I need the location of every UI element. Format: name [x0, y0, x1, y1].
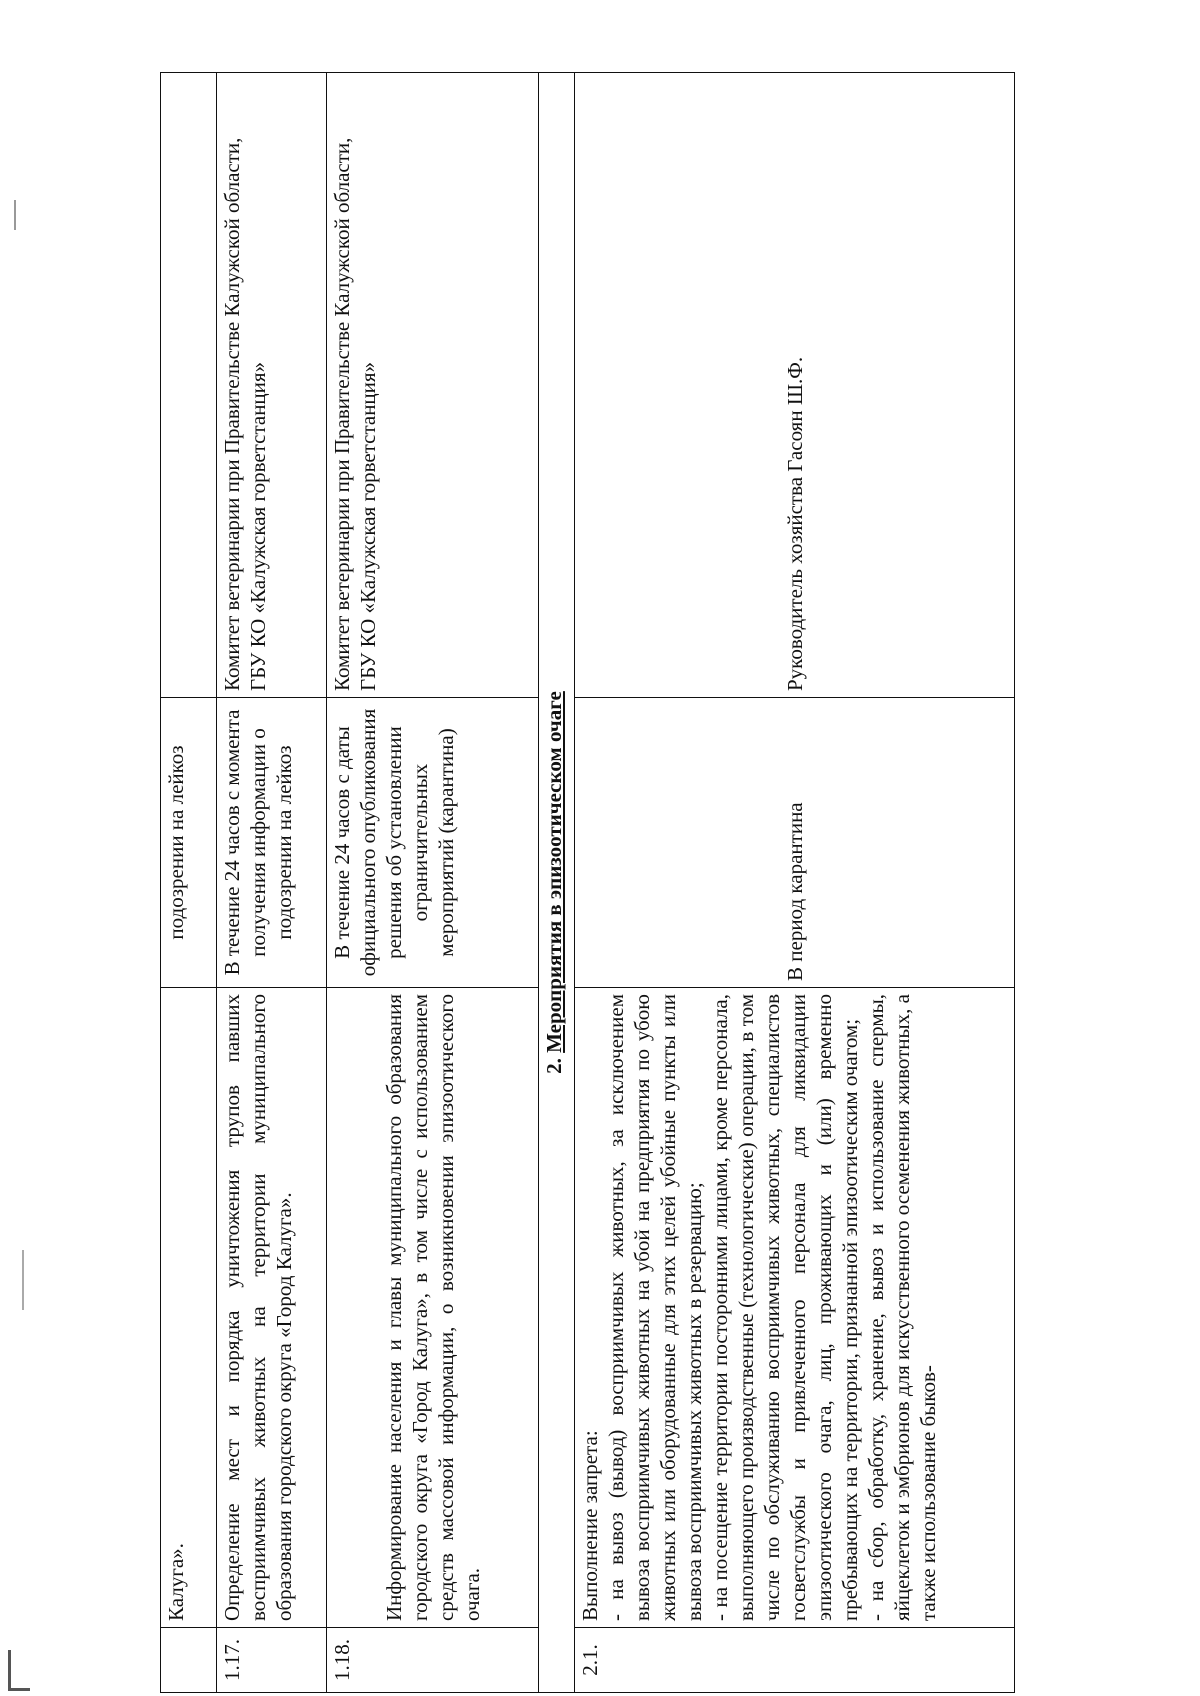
measure-text — [575, 988, 1015, 1628]
term-value: В период карантина — [782, 802, 807, 981]
measure-text — [327, 988, 539, 1628]
row-number — [161, 1628, 217, 1693]
section-header-row — [539, 73, 575, 1693]
row-number: 1.17. — [217, 1628, 327, 1693]
measure-text: Определение мест и порядка уничтожения трупов павших восприимчивых животных на территории муниципального образования городского округа «Город Калуга». — [217, 988, 327, 1628]
responsible-value: Руководитель хозяйства Гасоян Ш.Ф. — [782, 356, 807, 691]
list-item: - на сбор, обработку, хранение, вывоз и использование спермы, яйцеклеток и эмбрионов для искусственного осеменения животных, а также использование быков- — [864, 994, 940, 1621]
responsible-line: ГБУ КО «Калужская горветстанция» — [356, 361, 380, 691]
table-row — [161, 73, 217, 1693]
responsible-line: Комитет ветеринарии при Правительстве Калужской области, — [220, 137, 244, 691]
scan-artifact — [14, 200, 16, 230]
row-number: 2.1. — [575, 1628, 1015, 1693]
responsible-line: ГБУ КО «Калужская горветстанция» — [246, 361, 270, 691]
section-number: 2. — [542, 1058, 566, 1074]
measure-intro: Выполнение запрета: — [578, 1430, 602, 1621]
measure-text: Калуга». — [161, 988, 217, 1628]
responsible-text — [161, 73, 217, 698]
responsible-line: Комитет ветеринарии при Правительстве Калужской области, — [330, 137, 354, 691]
term-text: В течение 24 часов с момента получения информации о подозрении на лейкоз — [217, 698, 327, 988]
responsible-text — [327, 73, 539, 698]
table-row — [575, 73, 1015, 1693]
section-heading — [539, 73, 575, 1693]
term-text: В течение 24 часов с даты официального опубликования решения об установлении ограничительных мероприятий (карантина) — [327, 698, 539, 988]
table-row — [327, 73, 539, 1693]
term-text: подозрении на лейкоз — [161, 698, 217, 988]
responsible-text — [575, 73, 1015, 698]
scan-artifact — [8, 1650, 11, 1690]
table-row — [217, 73, 327, 1693]
row-number: 1.18. — [327, 1628, 539, 1693]
term-text — [575, 698, 1015, 988]
list-item: - на посещение территории посторонними лицами, кроме персонала, выполняющего производственные (технологические) операции, в том числе по обслуживанию восприимчивых животных, специалистов госветслужбы и привлеченного персонала для ликвидации эпизоотического очага, лиц, проживающих и (или) временно пребывающих на территории, признанной эпизоотическим очагом; — [708, 994, 862, 1621]
section-title: Мероприятия в эпизоотическом очаге — [542, 691, 566, 1053]
scan-artifact — [8, 1688, 30, 1691]
measures-table — [160, 72, 1015, 1693]
measure-text-body: Информирование населения и главы муниципального образования городского округа «Город Калуга», в том числе с использованием средств массовой информации, о возникновении эпизоотического очага. — [381, 994, 484, 1621]
list-item: - на вывоз (вывод) восприимчивых животных, за исключением вывоза восприимчивых животных на убой на предприятия по убою животных или оборудованные для этих целей убойные пункты или вывоза восприимчивых животных в резервацию; — [604, 994, 706, 1621]
rotated-page — [160, 73, 1170, 1693]
responsible-text — [217, 73, 327, 698]
scan-artifact — [22, 1250, 24, 1310]
